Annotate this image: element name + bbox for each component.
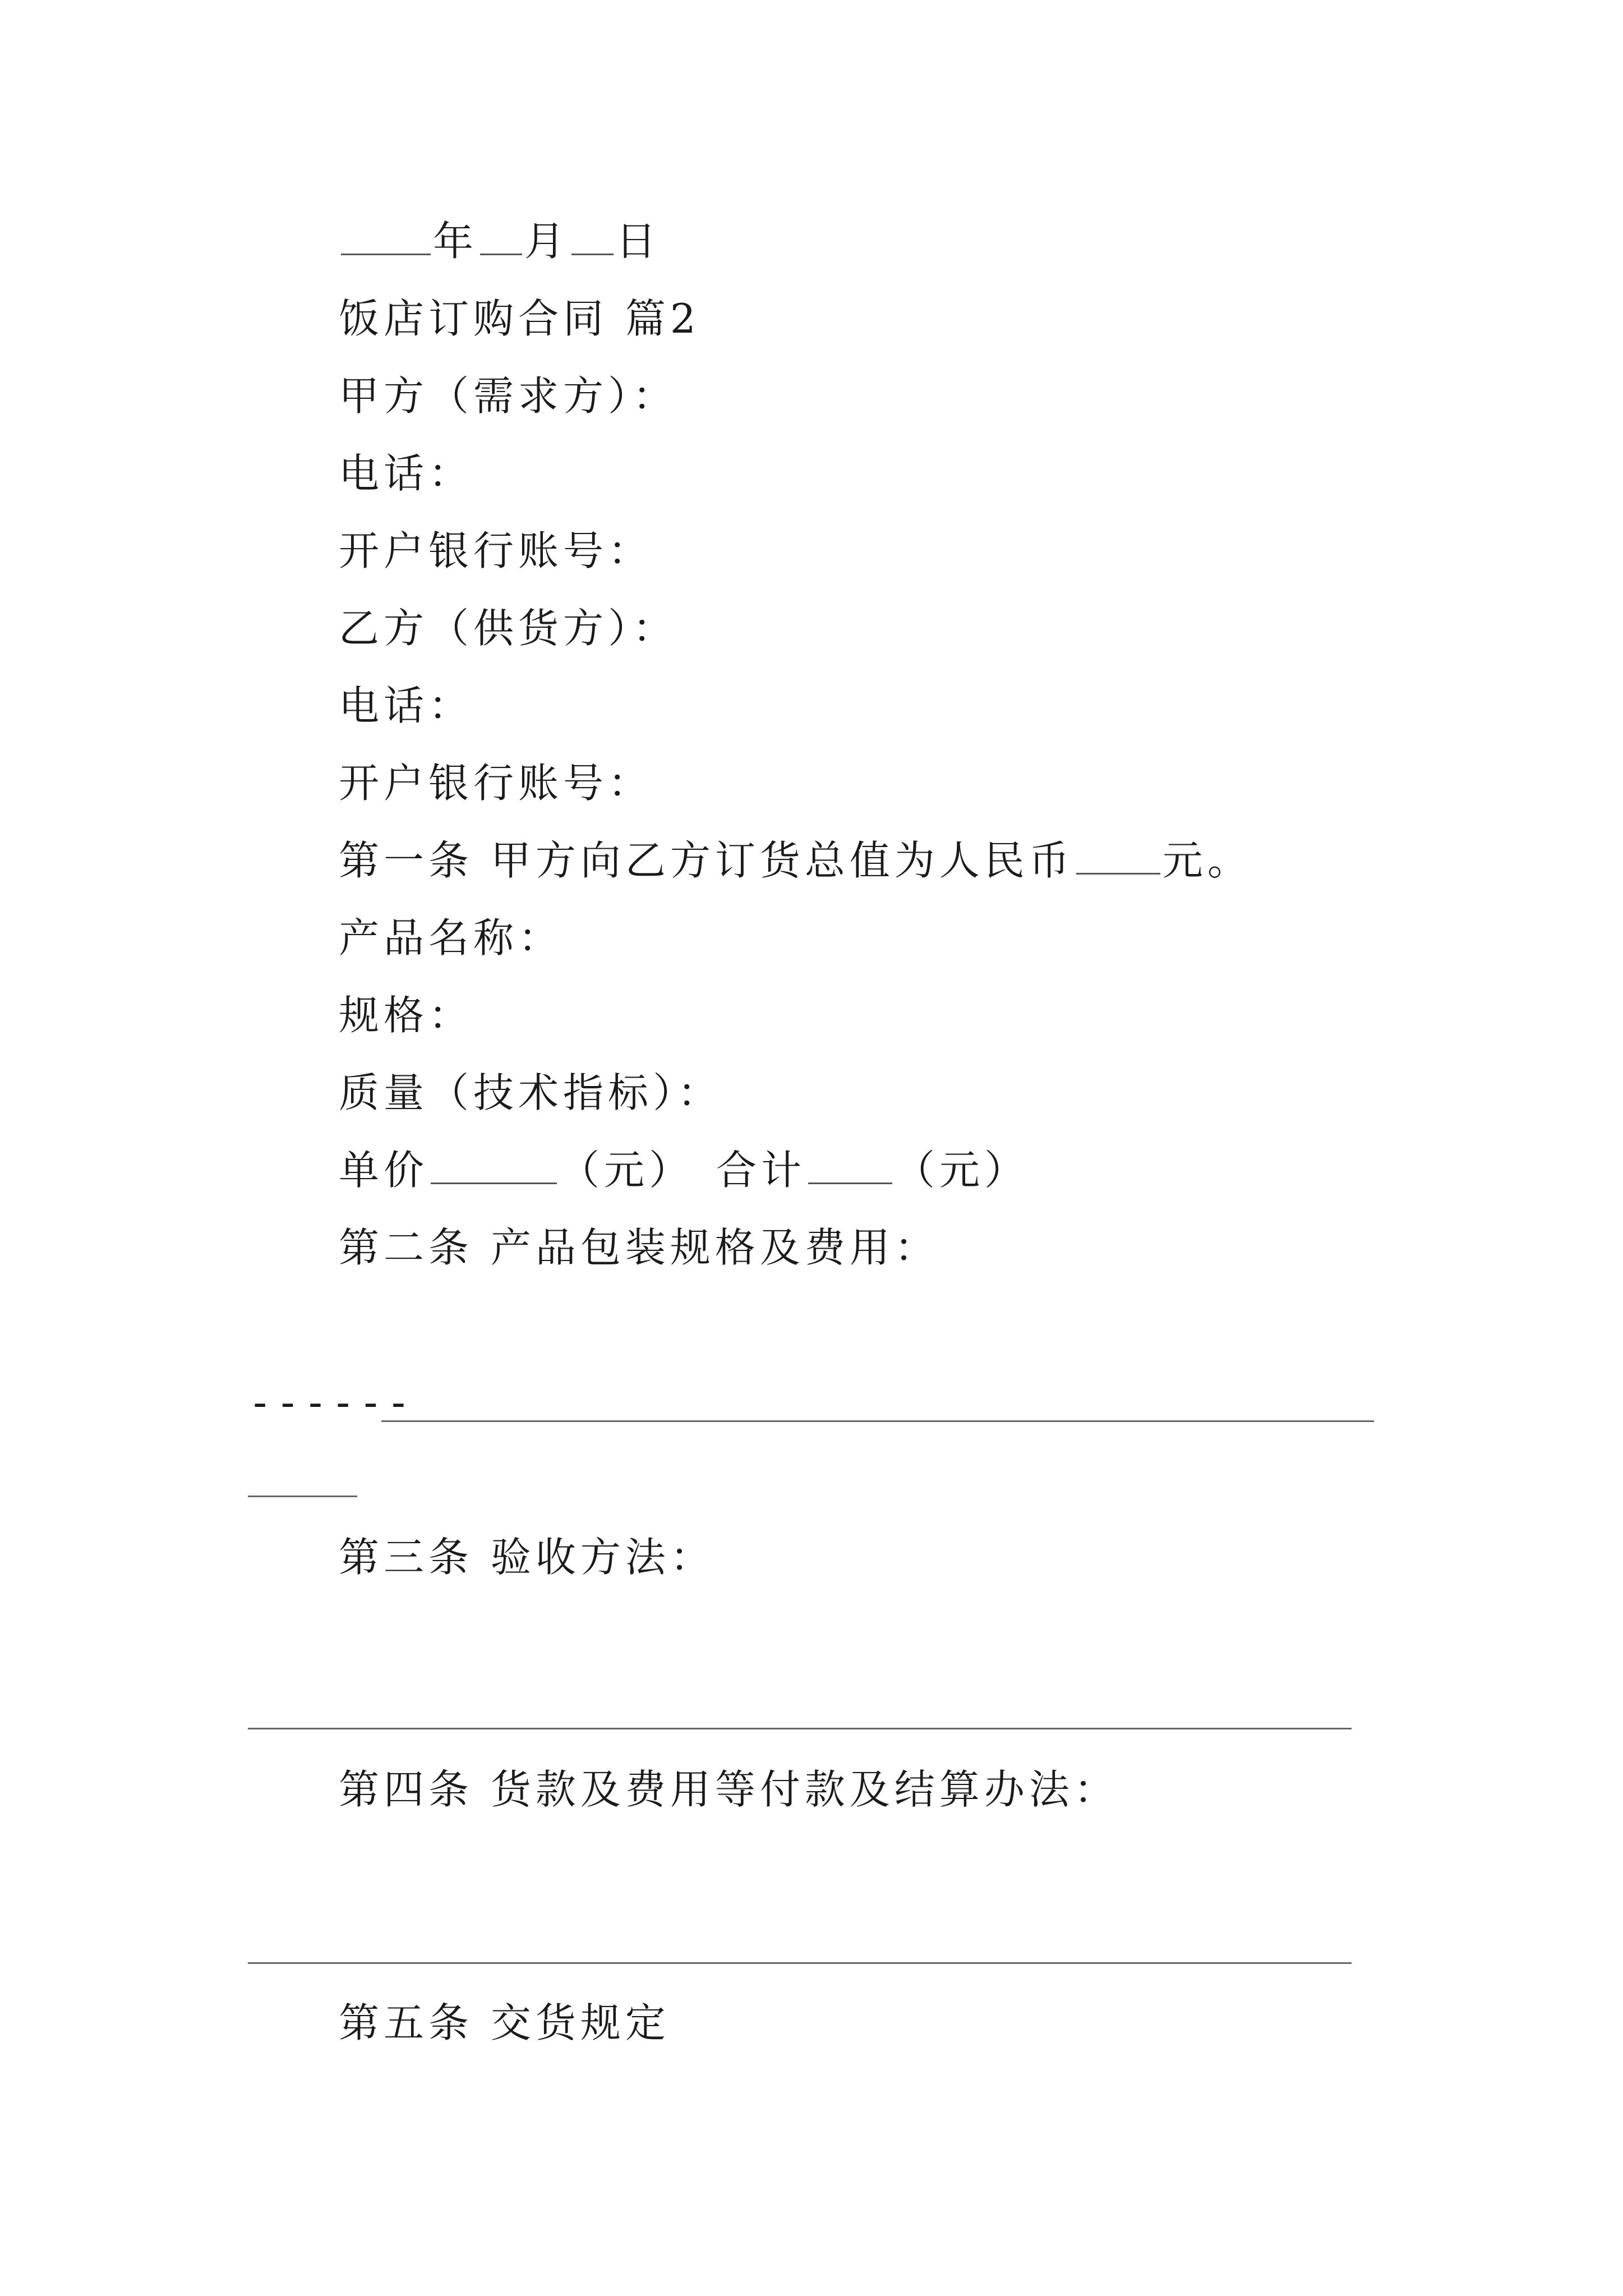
party-b-bank: 开户银行账号： bbox=[339, 760, 653, 807]
article-4-fill-rule bbox=[248, 1962, 1352, 1964]
price-blank bbox=[431, 1149, 557, 1184]
article-4: 第四条 货款及费用等付款及结算办法： bbox=[339, 1766, 1119, 1813]
article-1 bbox=[339, 832, 1252, 889]
party-a-bank: 开户银行账号： bbox=[339, 527, 653, 574]
month-blank bbox=[480, 220, 522, 255]
party-a-phone: 电话： bbox=[339, 450, 474, 497]
price-label: 单价 bbox=[339, 1147, 429, 1194]
price-unit: （元） bbox=[559, 1147, 694, 1194]
total-value-blank bbox=[1076, 839, 1160, 875]
product-spec: 规格： bbox=[339, 992, 474, 1039]
article-3-fill-rule bbox=[248, 1728, 1352, 1729]
party-a-label: 甲方（需求方）： bbox=[339, 372, 678, 420]
dash-mark: ------ bbox=[248, 1379, 414, 1426]
article-3: 第三条 验收方法： bbox=[339, 1534, 715, 1581]
article-1-unit: 元。 bbox=[1162, 837, 1252, 884]
total-unit: （元） bbox=[895, 1147, 1030, 1194]
article-2-fill-rule bbox=[381, 1420, 1374, 1422]
product-name: 产品名称： bbox=[339, 914, 564, 961]
article-5: 第五条 交货规定 bbox=[339, 1999, 670, 2046]
party-b-label: 乙方（供货方）： bbox=[339, 605, 678, 652]
party-b-phone: 电话： bbox=[339, 682, 474, 729]
day-blank bbox=[571, 220, 614, 255]
price-line bbox=[339, 1142, 1029, 1198]
product-quality: 质量（技术指标）： bbox=[339, 1069, 723, 1116]
year-blank bbox=[341, 220, 431, 255]
total-label: 合计 bbox=[716, 1147, 806, 1194]
year-label: 年 bbox=[433, 218, 478, 265]
day-label: 日 bbox=[616, 218, 661, 265]
contract-heading: 饭店订购合同 篇2 bbox=[339, 295, 700, 342]
article-2-fill-rule-short bbox=[248, 1496, 357, 1497]
total-blank bbox=[808, 1149, 892, 1184]
article-1-text: 第一条 甲方向乙方订货总值为人民币 bbox=[339, 837, 1074, 884]
article-2: 第二条 产品包装规格及费用： bbox=[339, 1224, 939, 1271]
month-label: 月 bbox=[524, 218, 570, 265]
date-line bbox=[339, 213, 661, 269]
